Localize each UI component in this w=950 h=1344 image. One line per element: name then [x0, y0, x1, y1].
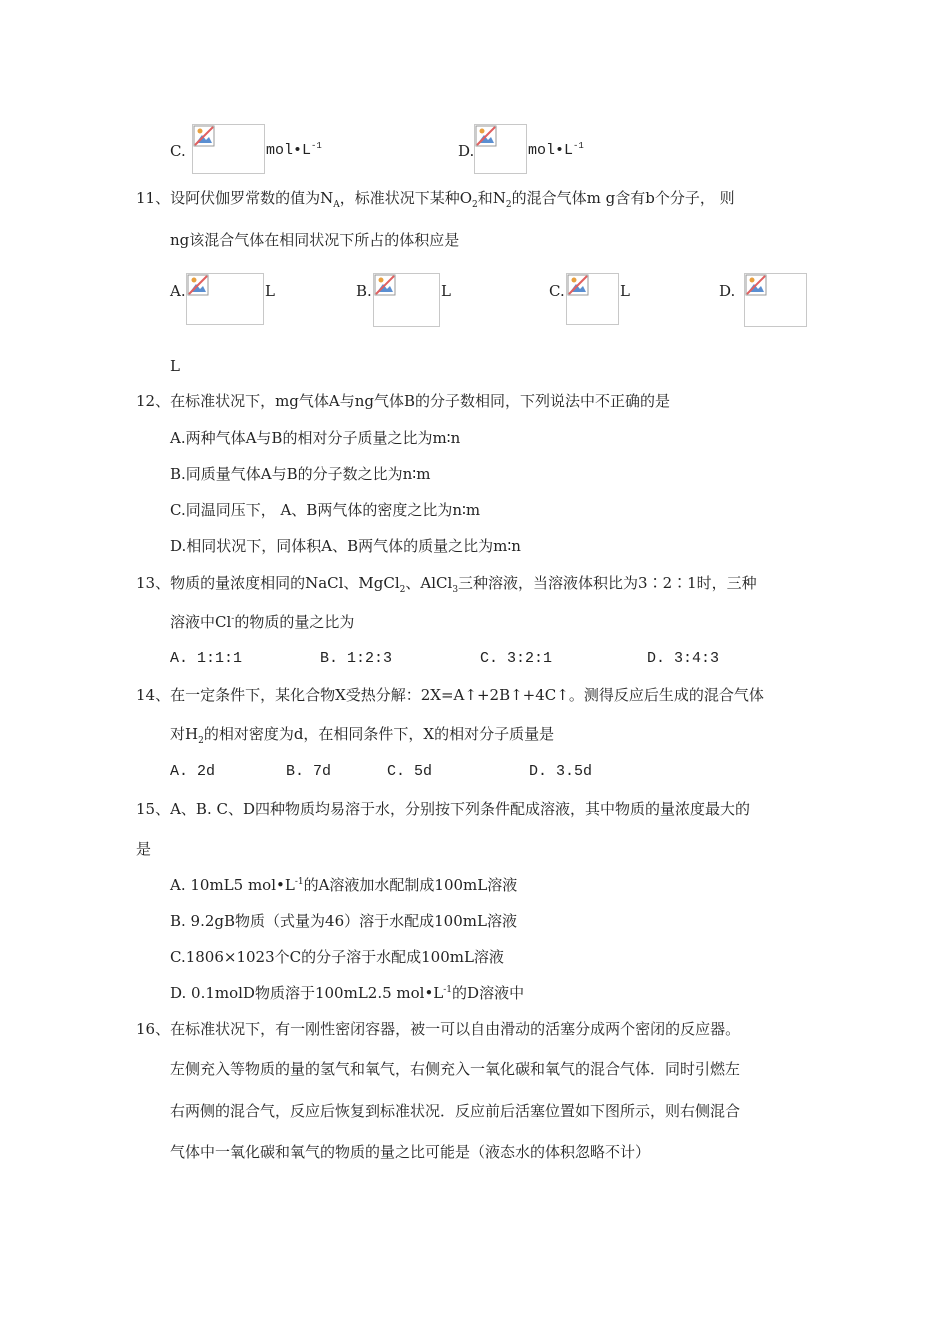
q14-option-c: C. 5d [387, 763, 433, 780]
q11-option-a-image [186, 273, 264, 325]
q13-option-d: D. 3:4:3 [647, 650, 720, 667]
q10-option-d-label: D. [458, 142, 475, 160]
q11-option-c-label: C. [549, 282, 565, 300]
q11-option-a-unit: L [265, 282, 275, 300]
q15-stem-line-2: 是 [136, 840, 152, 858]
broken-image-icon [567, 274, 589, 296]
q16-stem-line-3: 右两侧的混合气，反应后恢复到标准状况．反应前后活塞位置如下图所示，则右侧混合 [170, 1102, 741, 1120]
q12-option-d: D.相同状况下，同体积A、B两气体的质量之比为m∶n [170, 537, 521, 555]
q11-option-d-image [744, 273, 807, 327]
q11-option-b-label: B. [356, 282, 372, 300]
q10-option-d-unit: $mol•L^{-1}$ [528, 141, 584, 159]
q10-option-c-label: C. [170, 142, 186, 160]
q16-stem-line-1: 16、在标准状况下，有一刚性密闭容器，被一可以自由滑动的活塞分成两个密闭的反应器。 [136, 1020, 741, 1038]
q15-option-b: B. 9.2gB物质（式量为46）溶于水配成100mL溶液 [170, 912, 517, 930]
q13-option-c: C. 3:2:1 [480, 650, 553, 667]
q12-option-c: C.同温同压下， A、B两气体的密度之比为n∶m [170, 501, 481, 519]
q10-option-c-image [192, 124, 265, 174]
q13-stem-line-2: 溶液中Cl-的物质的量之比为 [170, 613, 355, 631]
q16-stem-line-4: 气体中一氧化碳和氧气的物质的量之比可能是（液态水的体积忽略不计） [170, 1143, 651, 1161]
q11-option-c-unit: L [620, 282, 630, 300]
q13-option-a: A. 1:1:1 [170, 650, 243, 667]
q11-option-d-label: D. [719, 282, 736, 300]
q11-stem-line-2: ng该混合气体在相同状况下所占的体积应是 [170, 231, 460, 249]
q14-option-a: A. 2d [170, 763, 216, 780]
q11-option-a-label: A. [170, 282, 186, 300]
q15-option-a: A. 10mL5 $mol•L^{-1}$的A溶液加水配制成100mL溶液 [170, 876, 518, 894]
q15-option-d: D. 0.1molD物质溶于100mL2.5 $mol•L^{-1}$的D溶液中 [170, 984, 525, 1002]
broken-image-icon [187, 274, 209, 296]
q14-option-b: B. 7d [286, 763, 332, 780]
broken-image-icon [193, 125, 215, 147]
broken-image-icon [745, 274, 767, 296]
q11-option-b-unit: L [441, 282, 451, 300]
q15-stem-line-1: 15、A、B. C、D四种物质均易溶于水，分别按下列条件配成溶液，其中物质的量浓度最大的 [136, 800, 750, 818]
broken-image-icon [374, 274, 396, 296]
q15-option-c: C.1806×1023个C的分子溶于水配成100mL溶液 [170, 948, 504, 966]
q11-option-d-unit: L [170, 357, 180, 375]
q14-stem-line-2: 对$H_2$的相对密度为d，在相同条件下，X的相对分子质量是 [170, 725, 555, 746]
q14-option-d: D. 3.5d [529, 763, 593, 780]
q11-option-c-image [566, 273, 619, 325]
q12-option-b: B.同质量气体A与B的分子数之比为n∶m [170, 465, 431, 483]
q12-stem: 12、在标准状况下，mg气体A与ng气体B的分子数相同，下列说法中不正确的是 [136, 392, 671, 410]
q13-stem-line-1: 13、物质的量浓度相同的NaCl、MgCl$_2$、AlCl$_3$三种溶液，当溶液体积比为3∶2∶1时，三种 [136, 574, 757, 595]
q10-option-d-image [474, 124, 527, 174]
q11-stem-line-1: 11、设阿伏伽罗常数的值为$N_A$，标准状况下某种$O_2$和$N_2$的混合气体m g含有b个分子， 则 [136, 189, 735, 210]
q13-option-b: B. 1:2:3 [320, 650, 393, 667]
q14-stem-line-1: 14、在一定条件下，某化合物X受热分解：2X=A↑+2B↑+4C↑。测得反应后生成的混合气体 [136, 686, 764, 704]
broken-image-icon [475, 125, 497, 147]
q10-option-c-unit: $mol•L^{-1}$ [266, 141, 322, 159]
q11-option-b-image [373, 273, 440, 327]
q12-option-a: A.两种气体A与B的相对分子质量之比为m∶n [170, 429, 461, 447]
q16-stem-line-2: 左侧充入等物质的量的氢气和氧气，右侧充入一氧化碳和氧气的混合气体．同时引燃左 [170, 1060, 741, 1078]
